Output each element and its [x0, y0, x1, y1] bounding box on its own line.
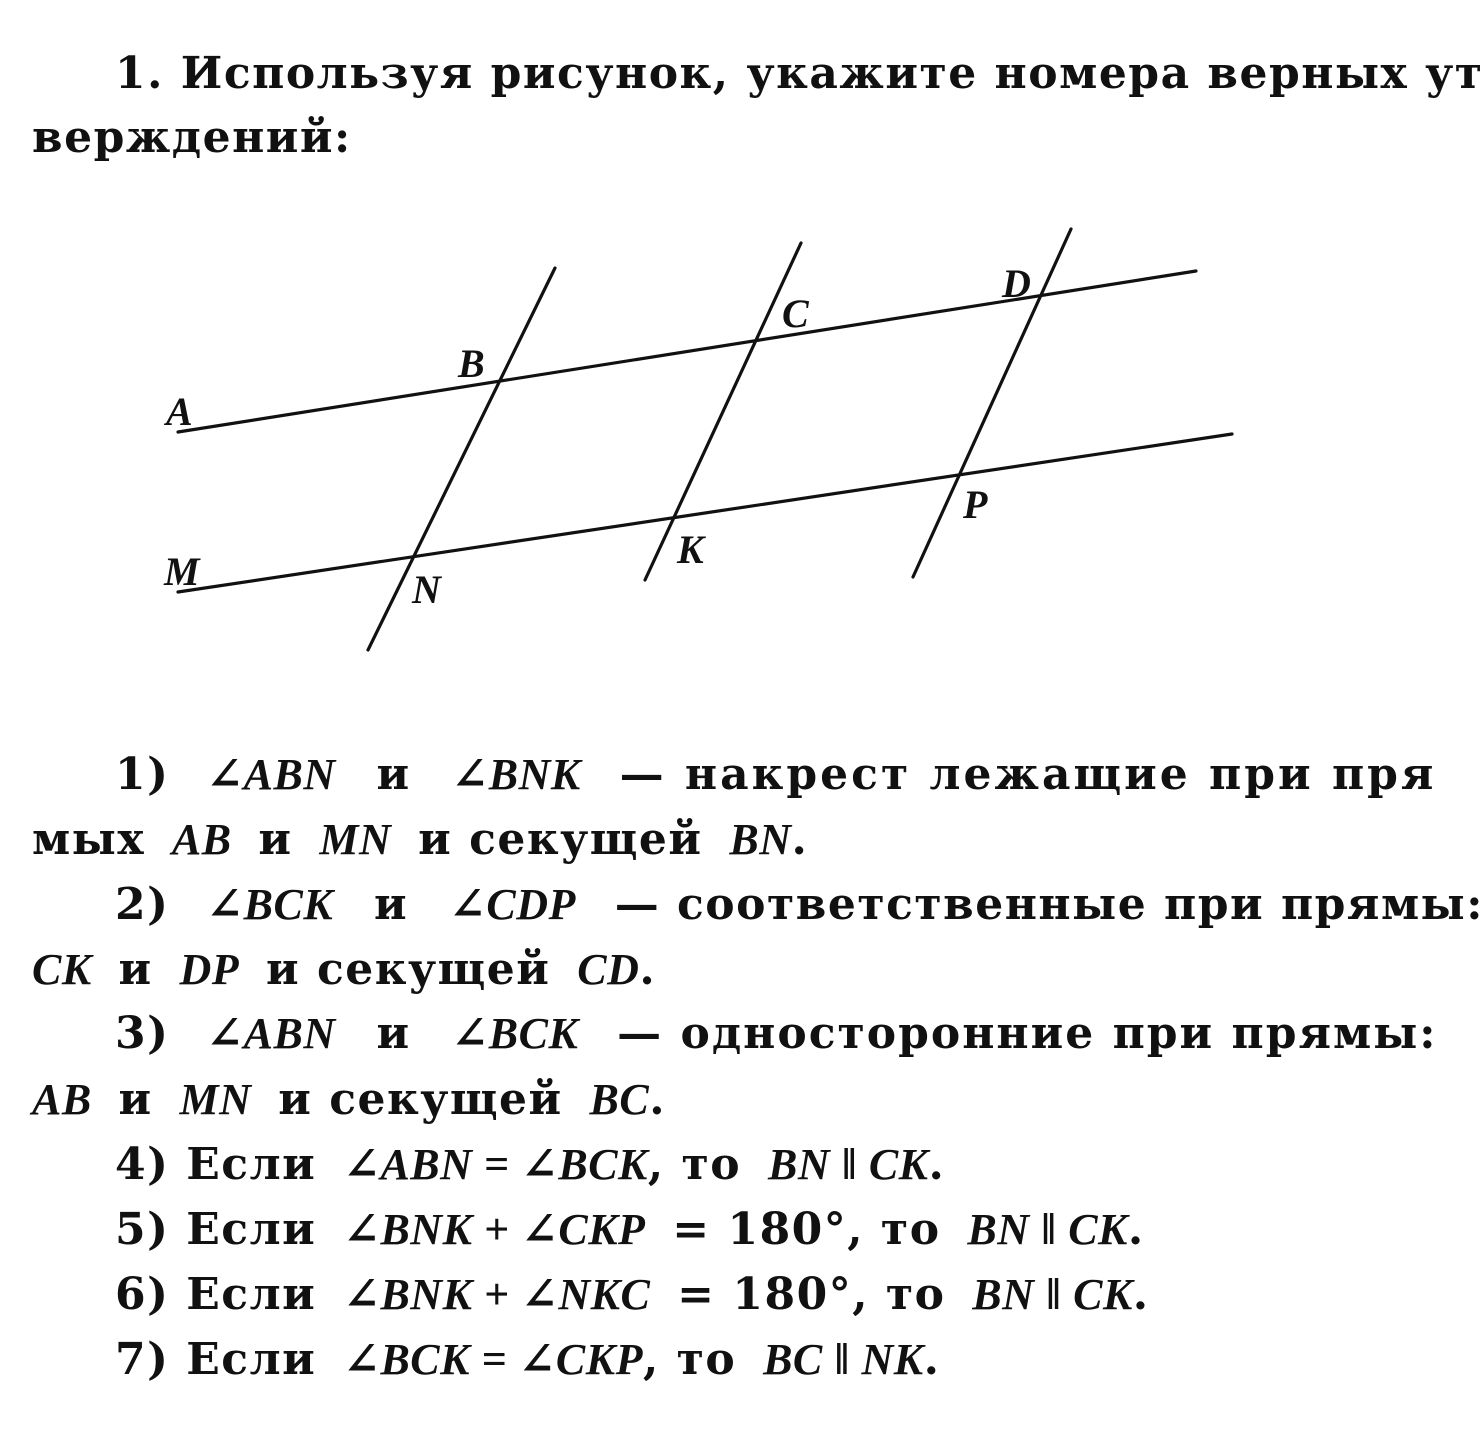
statement-3-and: и: [376, 1008, 411, 1059]
point-label-b: B: [458, 341, 485, 386]
statement-1-period: .: [791, 814, 809, 865]
statement-4-condition: ∠ABN = ∠BCK: [343, 1140, 648, 1189]
task-heading-line-1: [115, 48, 1484, 99]
point-label-n: N: [412, 567, 441, 612]
statement-3-line-2: [32, 1074, 667, 1125]
statement-2-angle-a: ∠BCK: [206, 880, 334, 929]
statement-2-line-cd: CD: [577, 945, 640, 994]
point-label-p: P: [963, 482, 988, 527]
statement-6-period: .: [1132, 1269, 1150, 1320]
line-d-p: [913, 229, 1071, 577]
statement-1-and: и: [376, 749, 411, 800]
statement-2-line-1: [115, 879, 1484, 930]
statement-1-description: — накрест лежащие при пря: [619, 749, 1437, 800]
point-label-a: A: [166, 389, 193, 434]
statement-5-period: .: [1127, 1204, 1145, 1255]
figure-canvas: [0, 200, 1366, 680]
task-heading-text-continued: верждений:: [32, 112, 352, 163]
statement-3-line-1: [115, 1008, 1438, 1059]
statement-6-conclusion: BN ‖ CK: [972, 1270, 1133, 1319]
line-b-n: [368, 268, 555, 650]
statement-4-prefix: 4) Если: [115, 1139, 317, 1190]
statement-5-conclusion: BN ‖ CK: [967, 1205, 1128, 1254]
statement-2-line-2: [32, 944, 657, 995]
statement-2-description: — соответственные при прямы:: [614, 879, 1484, 930]
statement-1-and-2: и: [258, 814, 293, 865]
statement-1-line-2: [32, 814, 809, 865]
statement-7-prefix: 7) Если: [115, 1334, 317, 1385]
point-label-c: C: [782, 291, 809, 336]
statement-3-period: .: [649, 1074, 667, 1125]
statement-4: [115, 1139, 946, 1190]
statement-1-line-ab: AB: [171, 815, 232, 864]
statement-2-and-2: и: [118, 944, 153, 995]
statement-4-period: .: [928, 1139, 946, 1190]
task-heading-text: 1. Используя рисунок, укажите номера верных ут: [115, 48, 1484, 99]
point-label-m: M: [164, 549, 200, 594]
statement-6-condition: ∠BNK + ∠NKC: [343, 1270, 651, 1319]
statement-5-prefix: 5) Если: [115, 1204, 317, 1255]
statement-1-line-mn: MN: [319, 815, 392, 864]
statement-1-cont-2: и секущей: [418, 814, 703, 865]
statement-3-number: 3): [115, 1008, 170, 1059]
statement-3-line-bc: BC: [589, 1075, 650, 1124]
statement-5-value: = 180°, то: [672, 1204, 941, 1255]
statement-7-then: , то: [643, 1334, 737, 1385]
statement-5: [115, 1204, 1145, 1255]
statement-1-line-bn: BN: [729, 815, 792, 864]
statement-3-description: — односторонние при прямы:: [617, 1008, 1438, 1059]
line-a-d: [178, 271, 1196, 432]
statement-7-condition: ∠BCK = ∠CKP: [343, 1335, 643, 1384]
geometry-figure: [0, 200, 1366, 680]
statement-7-conclusion: BC ‖ NK: [763, 1335, 924, 1384]
statement-3-line-ab: AB: [32, 1075, 92, 1124]
statement-7: [115, 1334, 941, 1385]
statement-7-period: .: [923, 1334, 941, 1385]
statement-2-and: и: [374, 879, 409, 930]
statement-3-and-2: и: [118, 1074, 153, 1125]
task-heading-line-2: [32, 112, 352, 163]
statement-2-period: .: [639, 944, 657, 995]
statement-6-value: = 180°, то: [677, 1269, 946, 1320]
line-m-p: [178, 434, 1232, 592]
point-label-d: D: [1002, 261, 1031, 306]
statement-4-conclusion: BN ‖ CK: [767, 1140, 929, 1189]
statement-4-then: , то: [647, 1139, 742, 1190]
statement-2-angle-b: ∠CDP: [448, 880, 576, 929]
statement-3-line-mn: MN: [179, 1075, 252, 1124]
statement-5-condition: ∠BNK + ∠CKP: [343, 1205, 646, 1254]
statement-6: [115, 1269, 1150, 1320]
statement-2-cont-2: и секущей: [265, 944, 551, 995]
statement-2-line-ck: CK: [32, 945, 92, 994]
statement-6-prefix: 6) Если: [115, 1269, 317, 1320]
statement-1-line-1: [115, 749, 1437, 800]
statement-1-cont-1: мых: [32, 814, 146, 865]
statement-3-angle-b: ∠BCK: [451, 1009, 579, 1058]
statement-1-number: 1): [115, 749, 170, 800]
line-c-k: [645, 243, 801, 580]
statement-1-angle-a: ∠ABN: [206, 750, 336, 799]
statement-3-cont-2: и секущей: [278, 1074, 563, 1125]
statement-3-angle-a: ∠ABN: [206, 1009, 336, 1058]
point-label-k: K: [677, 527, 704, 572]
statement-2-number: 2): [115, 879, 170, 930]
statement-1-angle-b: ∠BNK: [451, 750, 581, 799]
statement-2-line-dp: DP: [179, 945, 240, 994]
